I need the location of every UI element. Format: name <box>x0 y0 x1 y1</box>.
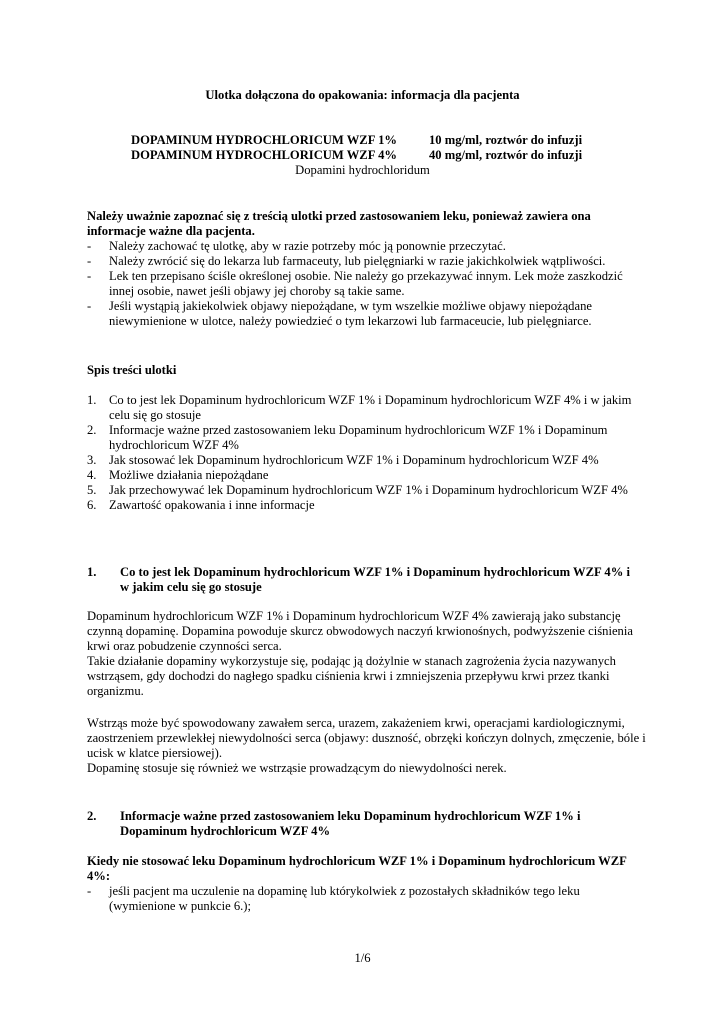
toc-item-text: Zawartość opakowania i inne informacje <box>109 498 315 512</box>
leaflet-title: Ulotka dołączona do opakowania: informacja dla pacjenta <box>205 88 520 102</box>
section-2-heading-text: Informacje ważne przed zastosowaniem leku Dopaminum hydrochloricum WZF 1% i Dopaminum hydrochloricum WZF 4% <box>120 809 581 838</box>
section-1-number: 1. <box>87 565 97 579</box>
section-1-paragraph-1: Dopaminum hydrochloricum WZF 1% i Dopaminum hydrochloricum WZF 4% zawierają jako substancję czynną dopaminę. Dopamina powoduje skurcz obwodowych naczyń krwionośnych, podwyższenie ciśnienia krwi oraz pobudzenie czynności serca. <box>87 609 633 653</box>
section-1-heading <box>87 565 632 595</box>
bullet-dash: - <box>87 254 92 268</box>
warning-heading-line-2: informacje ważne dla pacjenta. <box>87 224 255 238</box>
product-1-name: DOPAMINUM HYDROCHLORICUM WZF 1% <box>131 133 397 147</box>
section-1-heading-block <box>87 565 632 595</box>
warning-block <box>87 209 647 329</box>
bullet-dash: - <box>87 884 92 898</box>
section-1-heading-text: Co to jest lek Dopaminum hydrochloricum WZF 1% i Dopaminum hydrochloricum WZF 4% i w jakim celu się go stosuje <box>120 565 630 594</box>
section-2-item <box>87 884 647 914</box>
warning-item-text: Lek ten przepisano ściśle określonej osobie. Nie należy go przekazywać innym. Lek może zaszkodzić innej osobie, nawet jeśli objawy jej choroby są takie same. <box>109 269 623 298</box>
toc-item <box>87 453 647 468</box>
toc-item-number: 4. <box>87 468 97 482</box>
warning-item <box>87 269 647 299</box>
toc-item-text: Co to jest lek Dopaminum hydrochloricum WZF 1% i Dopaminum hydrochloricum WZF 4% i w jakim celu się go stosuje <box>109 393 632 422</box>
section-1-body-2 <box>87 716 647 776</box>
toc-item <box>87 468 647 483</box>
warning-item-text: Należy zachować tę ulotkę, aby w razie potrzeby móc ją ponownie przeczytać. <box>109 239 506 253</box>
toc-item-number: 6. <box>87 498 97 512</box>
warning-heading-line-1: Należy uważnie zapoznać się z treścią ulotki przed zastosowaniem leku, ponieważ zawiera ona <box>87 209 591 223</box>
product-2-name: DOPAMINUM HYDROCHLORICUM WZF 4% <box>131 148 397 162</box>
section-2-heading-block <box>87 809 632 839</box>
toc-item-text: Informacje ważne przed zastosowaniem leku Dopaminum hydrochloricum WZF 1% i Dopaminum hydrochloricum WZF 4% <box>109 423 608 452</box>
warning-item <box>87 254 647 269</box>
toc-item <box>87 423 647 453</box>
warning-item <box>87 299 647 329</box>
section-2-body <box>87 854 647 914</box>
section-1-paragraph-3: Wstrząs może być spowodowany zawałem serca, urazem, zakażeniem krwi, operacjami kardiologicznymi, zaostrzeniem przewlekłej niewydolności serca (objawy: duszność, obrzęki kończyn dolnych, zmęczenie, bóle i ucisk w klatce piersiowej). <box>87 716 646 760</box>
section-1-paragraph-4: Dopaminę stosuje się również we wstrząsie prowadzącym do niewydolności nerek. <box>87 761 507 775</box>
product-1-strength: 10 mg/ml, roztwór do infuzji <box>429 133 583 147</box>
warning-item-text: Jeśli wystąpią jakiekolwiek objawy niepożądane, w tym wszelkie możliwe objawy niepożądane niewymienione w ulotce, należy powiedzieć o tym lekarzowi lub farmaceucie, lub pielęgniarce. <box>109 299 592 328</box>
toc-item-text: Jak przechowywać lek Dopaminum hydrochloricum WZF 1% i Dopaminum hydrochloricum WZF 4% <box>109 483 628 497</box>
toc-item <box>87 498 647 513</box>
section-2-item-text: jeśli pacjent ma uczulenie na dopaminę lub którykolwiek z pozostałych składników tego leku (wymienione w punkcie 6.); <box>109 884 580 913</box>
section-1-body <box>87 609 642 699</box>
toc-heading: Spis treści ulotki <box>87 363 177 377</box>
toc-list <box>87 393 647 513</box>
toc-item-text: Możliwe działania niepożądane <box>109 468 269 482</box>
bullet-dash: - <box>87 269 92 283</box>
warning-item <box>87 239 647 254</box>
product-2-strength: 40 mg/ml, roztwór do infuzji <box>429 148 583 162</box>
section-2-subheading: Kiedy nie stosować leku Dopaminum hydrochloricum WZF 1% i Dopaminum hydrochloricum WZF 4%: <box>87 854 627 883</box>
toc-item <box>87 393 647 423</box>
warning-item-text: Należy zwrócić się do lekarza lub farmaceuty, lub pielęgniarki w razie jakichkolwiek wątpliwości. <box>109 254 606 268</box>
active-substance: Dopamini hydrochloridum <box>295 163 430 177</box>
section-2-heading <box>87 809 632 839</box>
bullet-dash: - <box>87 299 92 313</box>
toc-item-number: 3. <box>87 453 97 467</box>
section-2-number: 2. <box>87 809 97 823</box>
toc-item-number: 1. <box>87 393 97 407</box>
section-1-paragraph-2: Takie działanie dopaminy wykorzystuje się, podając ją dożylnie w stanach zagrożenia życia nazywanych wstrząsem, gdy dochodzi do nagłego spadku ciśnienia krwi i zmniejszenia przepływu krwi przez tkanki organizmu. <box>87 654 616 698</box>
page-number: 1/6 <box>354 951 371 965</box>
toc-item-number: 2. <box>87 423 97 437</box>
toc-item <box>87 483 647 498</box>
toc-item-number: 5. <box>87 483 97 497</box>
toc-item-text: Jak stosować lek Dopaminum hydrochloricum WZF 1% i Dopaminum hydrochloricum WZF 4% <box>109 453 599 467</box>
bullet-dash: - <box>87 239 92 253</box>
